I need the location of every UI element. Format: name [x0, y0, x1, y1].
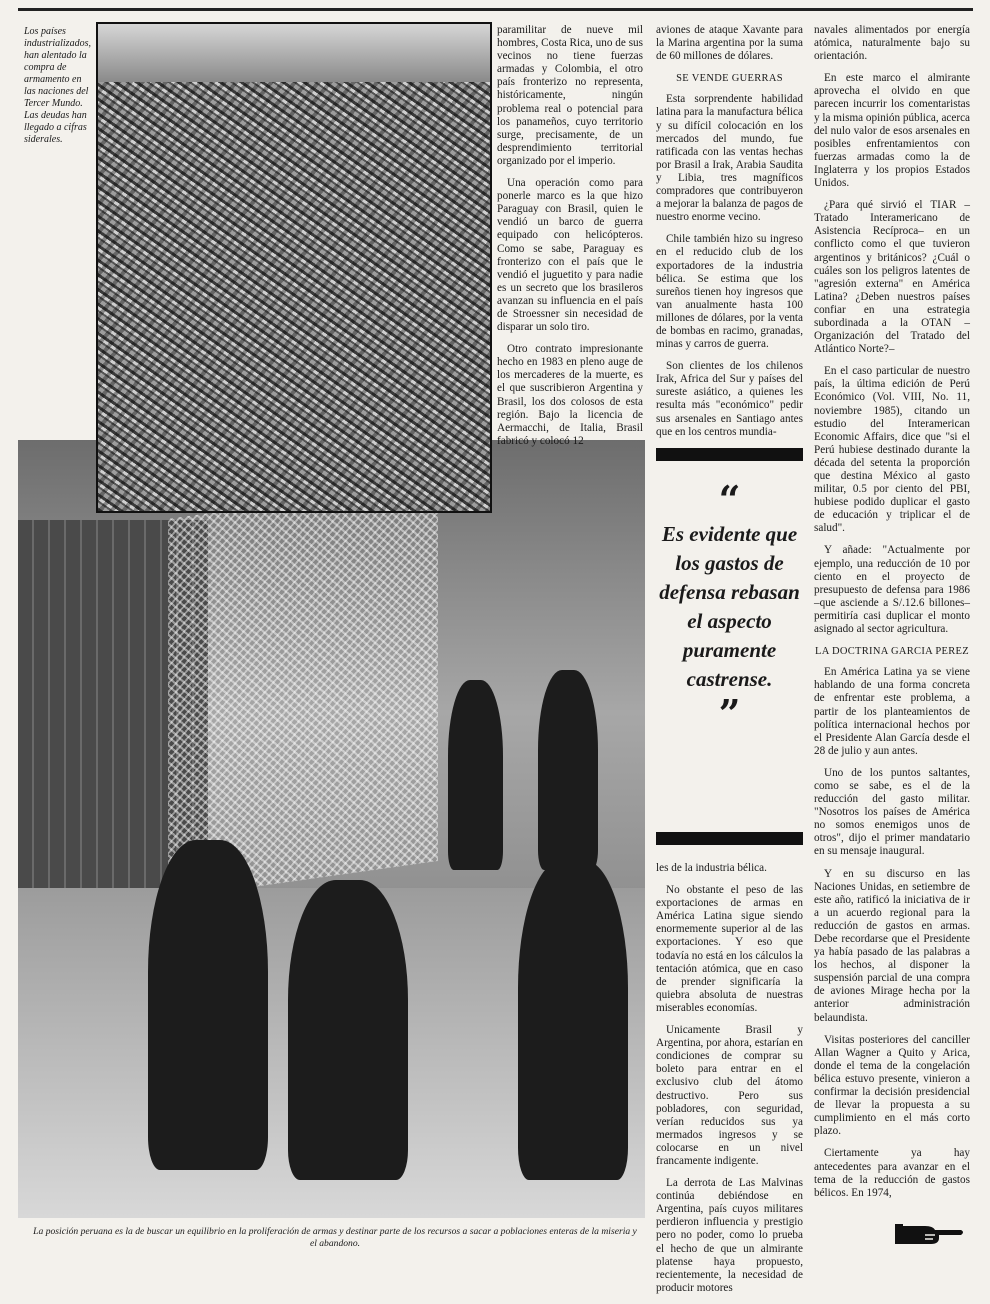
paragraph: Uno de los puntos saltantes, como se sabe, es el de la reducción del gasto militar. "Nosotros los países de América no somos enemigos unos de otros", dijo el primer mandatario en su mensaje inaugural.	[814, 766, 970, 858]
paragraph: les de la industria bélica.	[656, 862, 767, 874]
pointing-hand-icon	[895, 1220, 965, 1248]
main-photo-children	[18, 440, 645, 1218]
close-quote-icon: ”	[718, 691, 741, 736]
pull-quote-rule-bottom	[656, 832, 803, 845]
paragraph: paramilitar de nueve mil hombres, Costa Rica, uno de sus vecinos no tiene fuerzas armadas y Colombia, el otro país fronterizo no representa, históricamente, ningún problema real o potencial para los panameños, cuyo territorio surge, precisamente, de un desprendimiento territorial organizado por el imperio.	[497, 24, 643, 167]
paragraph: ¿Para qué sirvió el TIAR –Tratado Interamericano de Asistencia Recíproca– en un conflicto como el que tuvieron argentinos y británicos? ¿Cuál o cuáles son los peligros latentes de "agresión externa" en América Latina? ¿Deben nuestros países confiar en una estrategia subordinada a la OTAN –Organización del Tratado del Atlántico Norte?–	[814, 199, 970, 356]
section-heading: LA DOCTRINA GARCIA PEREZ	[815, 646, 969, 658]
paragraph: No obstante el peso de las exportaciones de armas en América Latina sigue siendo enormemente superior al de las exportaciones. Y eso que todavía no está en los cálculos la tentación atómica, que en caso de prender significaría la quiebra absoluta de nuestras miserables economías.	[656, 884, 803, 1014]
paragraph: Unicamente Brasil y Argentina, por ahora, estarían en condiciones de comprar su boleto para entrar en el exclusivo club del átomo destructivo. Pero sus pobladores, con seguridad, verían reducidos sus ya mermados ingresos y se colocarse en un nivel francamente indigente.	[656, 1024, 803, 1167]
photo-weapons-pile	[96, 22, 492, 513]
figure-child-center	[288, 880, 408, 1180]
open-quote-icon: “	[718, 477, 741, 522]
top-rule	[18, 8, 973, 11]
figure-girl	[538, 670, 598, 870]
column-a	[497, 24, 643, 457]
figure-child-right	[518, 860, 628, 1180]
paragraph: En este marco el almirante aprovecha el olvido en que parecen incurrir los comentaristas y la misma opinión pública, acerca del nulo valor de esos arsenales en posibles enfrentamientos con fuerzas armadas como la de Inglaterra y los propios Estados Unidos.	[814, 72, 970, 190]
side-caption: Los países industrializados, han alentado la compra de armamento en las naciones del Tercer Mundo. Las deudas han llegado a cifras siderales.	[24, 26, 91, 145]
paragraph: Son clientes de los chilenos Irak, Africa del Sur y países del sureste asiático, a quienes les resulta más "económico" pedir sus arsenales en Santiago antes que en los centros mundia-	[656, 360, 803, 438]
paragraph: Esta sorprendente habilidad latina para la manufactura bélica y su difícil colocación en los mercados del mundo, fue ratificada con las ventas hechas por Brasil a Irak, Arabia Saudita y Libia, tres magníficos compradores que contribuyeron a mejorar la balanza de pagos de nuestro enorme vecino.	[656, 93, 803, 224]
paragraph: En el caso particular de nuestro país, la última edición de Perú Económico (Vol. VIII, No. 11, noviembre 1985), citando un estudio del Interamerican Economic Affairs, dice que "si el Perú hubiese destinado durante la década del setenta la proporción que destina México al gasto militar, 0.5 por ciento del PBI, hubiese podido duplicar el gasto de educación y triplicar el de salud".	[814, 365, 970, 535]
paragraph: Ciertamente ya hay antecedentes para avanzar en el tema de la reducción de gastos bélicos. En 1974,	[814, 1147, 970, 1199]
figure-child-left	[148, 840, 268, 1170]
pull-quote	[656, 477, 803, 736]
pull-quote-rule-top	[656, 448, 803, 461]
paragraph: Chile también hizo su ingreso en el reducido club de los exportadores de la industria bélica. Se estima que los sureños tienen hoy ingresos que van anualmente hasta 100 millones de dólares, por la venta de bombas en racimo, granadas, minas y carros de guerra.	[656, 233, 803, 351]
paragraph: navales alimentados por energía atómica, naturalmente bajo su orientación.	[814, 24, 970, 63]
figure-boy	[448, 680, 503, 870]
pull-quote-text: Es evidente que los gastos de defensa rebasan el aspecto puramente castrense.	[659, 522, 800, 691]
paragraph: La derrota de Las Malvinas continúa debiéndose en Argentina, país cuyos militares perdieron influencia y prestigio pero no poder, como lo prueba el hecho de que un almirante platense haya propuesto, recientemente, la necesidad de producir motores	[656, 1177, 803, 1294]
column-b-continued	[656, 862, 803, 1304]
paragraph: Una operación como para ponerle marco es la que hizo Paraguay con Brasil, quien le vendió un barco de guerra equipado con helicópteros. Como se sabe, Paraguay es fronterizo con el país que le vendió el juguetito y para nadie es un secreto que los brasileros avanzan su influencia en el país de Stroessner sin necesidad de disparar un solo tiro.	[497, 177, 643, 334]
paragraph: aviones de ataque Xavante para la Marina argentina por la suma de 60 millones de dólares.	[656, 24, 803, 63]
paragraph: Visitas posteriores del canciller Allan Wagner a Quito y Arica, donde el tema de la congelación bélica estuvo presente, vinieron a confirmar la decisión presidencial de llevar la propuesta a su cumplimiento en el más corto plazo.	[814, 1033, 970, 1138]
column-c	[814, 24, 970, 1209]
paragraph: Y en su discurso en las Naciones Unidas, en setiembre de este año, ratificó la iniciativa de ir a un acuerdo regional para la reducción de gastos en armas. Debe recordarse que el Presidente ya había pasado de las palabras a los hechos, al disponer la suspensión parcial de una compra de aviones Mirage hecha por la anterior administración belaundista.	[814, 867, 970, 1024]
photo-caption: La posición peruana es la de buscar un equilibrio en la proliferación de armas y destinar parte de los recursos a sacar a poblaciones enteras de la miseria y el abandono.	[33, 1226, 637, 1249]
paragraph: Otro contrato impresionante hecho en 1983 en pleno auge de los mercaderes de la muerte, es el que suscribieron Argentina y Brasil, los dos colosos de esta región. Bajo la licencia de Aermacchi, de Italia, Brasil fabricó y colocó 12	[497, 343, 643, 447]
paragraph: En América Latina ya se viene hablando de una forma concreta de enfrentar este problema, a partir de los planteamientos de política internacional hechos por el Presidente Alan García desde el 28 de julio y aun antes.	[814, 666, 970, 757]
section-heading: SE VENDE GUERRAS	[676, 73, 783, 85]
paragraph: Y añade: "Actualmente por ejemplo, una reducción de 10 por ciento en el proyecto de presupuesto de defensa para 1986 –que asciende a S/.12.6 billones– permitiría casi duplicar el monto asignado al sector agricultura.	[814, 544, 970, 636]
column-b	[656, 24, 803, 448]
